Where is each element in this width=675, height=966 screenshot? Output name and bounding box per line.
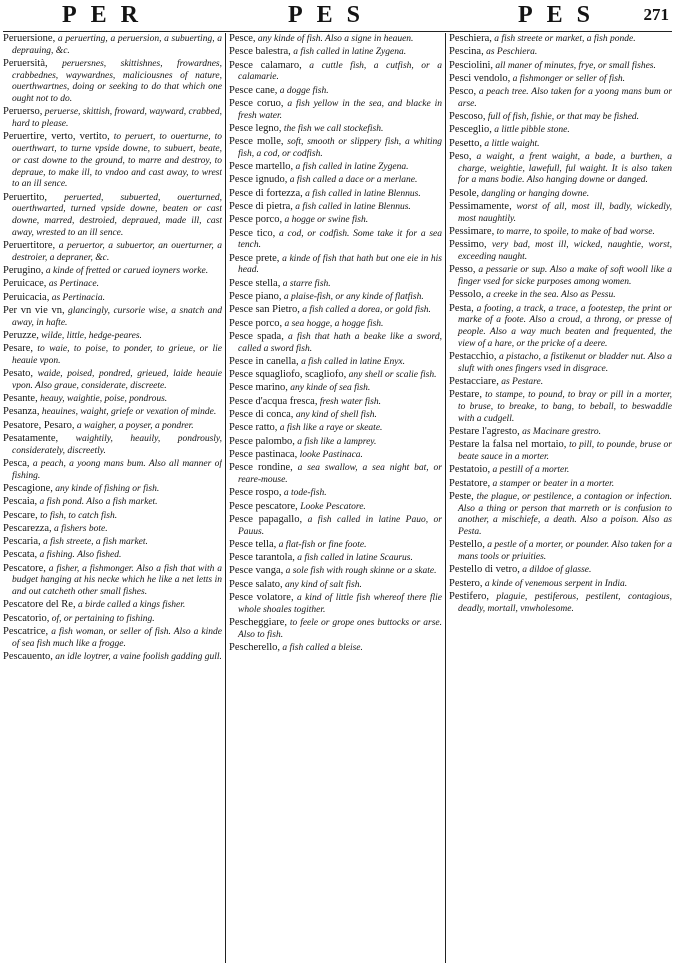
entry-headword: Peruicacia, [3,291,50,303]
dictionary-entry [229,201,442,214]
entry-headword: Pescina, [449,46,484,58]
entry-definition: to peruert, to ouerturne, to ouerthwart, to turne vpside downe, to subuert, beate, or cast downe to the ground, to marre and destroy, to depraue, to make ill, to vndoo and cast away, to wrest to an ill sence. [12,132,222,190]
entry-headword: Pesci vendolo, [449,72,511,84]
dictionary-entry [229,214,442,227]
entry-definition: a cuttle fish, a cutfish, or a calamarie. [238,60,442,83]
entry-headword: Peruertire, verto, vertito, [3,131,110,143]
dictionary-entry [229,449,442,462]
entry-headword: Pesce porco, [229,317,283,329]
entry-headword: Pessimamente, [449,201,512,213]
entry-definition: any shell or scalie fish. [348,370,437,381]
page-header [0,0,675,30]
entry-headword: Pestare, [449,389,482,401]
dictionary-entry [3,131,222,191]
dictionary-entry [449,389,672,425]
page-number: 271 [643,5,669,24]
entry-headword: Pesso, [449,264,476,276]
dictionary-entry [229,228,442,252]
entry-definition: a fish called a dorea, or gold fish. [302,305,431,316]
entry-headword: Pestacciare, [449,376,499,388]
entry-headword: Pesce calamaro, [229,59,302,71]
entry-definition: plaguie, pestiferous, pestilent, contagious, deadly, mortall, vnwholesome. [458,591,672,614]
entry-headword: Pescarezza, [3,522,52,534]
entry-headword: Pescheggiare, [229,617,288,629]
entry-definition: an idle loytrer, a vaine foolish gadding gull. [55,652,222,663]
dictionary-entry [229,161,442,174]
entry-definition: to pill, to pounde, bruse or beate sauce in a morter. [458,440,672,463]
entry-headword: Pesato, [3,368,34,380]
entry-headword: Pescatrice, [3,626,49,638]
entry-definition: wilde, little, hedge-peares. [41,330,142,341]
entry-headword: Pesce palombo, [229,435,295,447]
entry-headword: Peso, [449,151,472,163]
entry-headword: Pesceglio, [449,124,492,136]
entry-headword: Pescatore, [3,562,46,574]
entry-definition: waide, poised, pondred, grieued, laide heauie vpon. Also graue, considerate, discreete. [12,369,222,391]
dictionary-entry [449,539,672,563]
entry-definition: a fish called in latine Enyx. [301,356,406,367]
dictionary-entry [229,436,442,449]
column-divider [225,33,226,963]
entry-headword: Pesce porco, [229,214,283,226]
entry-headword: Pesce marino, [229,382,288,394]
entry-definition: a peruerting, a peruersion, a subuerting, a deprauing, &c. [12,34,222,56]
entry-definition: full of fish, fishie, or that may be fished. [487,112,640,123]
dictionary-entry [3,406,222,419]
entry-definition: heauy, waightie, poise, pondrous. [40,394,168,405]
entry-definition: a fish that hath a beake like a sword, called a sword fish. [238,331,442,354]
entry-headword: Pesare, [3,343,34,355]
entry-definition: any kind of shell fish. [295,410,377,421]
entry-headword: Pescauento, [3,651,53,663]
entry-headword: Pessolo, [449,289,484,301]
column-middle [229,33,442,963]
entry-definition: glancingly, cursorie wise, a snatch and away, in hafte. [12,305,222,328]
dictionary-entry [229,565,442,578]
entry-headword: Peste, [449,490,474,502]
entry-headword: Pesce papagallo, [229,513,303,525]
running-head-right: PES [518,2,605,28]
dictionary-entry [3,33,222,57]
column-right [449,33,672,963]
dictionary-entry [3,483,222,496]
dictionary-entry [229,409,442,422]
entry-headword: Peruzze, [3,329,39,341]
entry-definition: a peach tree. Also taken for a yoong mans bum or arse. [458,87,672,109]
entry-definition: a creeke in the sea. Also as Pessu. [486,290,616,301]
entry-headword: Pesce ignudo, [229,174,288,186]
entry-headword: Peschiera, [449,33,492,44]
header-rule [3,31,672,32]
entry-definition: a fish streete, a fish market. [42,537,148,548]
entry-definition: a footing, a track, a trace, a footestep, the print or marke of a foote. Also a croud, a throng, or presse of people. Also a way much beaten and frequented, the view of a hare, or the pricke of a deere. [458,303,672,349]
entry-definition: as Pertinacia. [51,292,106,303]
entry-headword: Pesce rospo, [229,487,282,499]
dictionary-entry [449,478,672,491]
entry-headword: Pessimare, [449,226,495,238]
dictionary-entry [229,291,442,304]
entry-headword: Pesce pastinaca, [229,448,298,460]
entry-definition: heauines, waight, griefe or vexation of minde. [41,407,217,418]
dictionary-entry [449,426,672,439]
entry-headword: Pesce piano, [229,290,282,302]
entry-headword: Pestare l'agresto, [449,426,520,438]
entry-definition: a fisher, a fishmonger. Also a fish that with a budget hanging at his necke which he like a net letts in and out catcheth other small fishes. [12,563,222,598]
dictionary-entry [229,85,442,98]
entry-definition: as Pertinace. [48,279,99,290]
entry-definition: a fish called in latine Blennus. [305,188,421,199]
entry-definition: a dogge fish. [279,85,329,96]
entry-definition: looke Pastinaca. [299,449,363,460]
entry-headword: Pesce molle, [229,136,284,148]
dictionary-entry [3,58,222,106]
entry-definition: a peruertor, a subuertor, an ouerturner, a destroier, a depraner, &c. [12,240,222,263]
entry-headword: Per vn vie vn, [3,304,65,316]
dictionary-entry [229,642,442,655]
entry-headword: Pesce tico, [229,227,276,239]
entry-headword: Pesce di pietra, [229,201,293,213]
dictionary-entry [229,60,442,84]
dictionary-entry [3,523,222,536]
entry-definition: to fish, to catch fish. [40,510,118,521]
entry-definition: peruerse, skittish, froward, wayward, crabbed, hard to please. [12,107,222,130]
dictionary-entry [3,292,222,305]
entry-definition: fresh water fish. [319,396,381,407]
entry-definition: a sea swallow, a sea night bat, or reare-mouse. [238,463,442,485]
dictionary-entry [229,278,442,291]
running-head-center: PES [288,2,375,28]
dictionary-entry [229,539,442,552]
entry-headword: Pescatorio, [3,612,50,624]
entry-headword: Pesce vanga, [229,565,284,577]
entry-headword: Pesce balestra, [229,46,291,58]
dictionary-entry [449,201,672,225]
dictionary-entry [229,318,442,331]
entry-headword: Pesciolini, [449,59,494,71]
dictionary-entry [3,626,222,650]
dictionary-entry [229,369,442,382]
dictionary-entry [229,33,442,46]
entry-definition: a fish streete or market, a fish ponde. [494,34,636,44]
entry-definition: a fish like a lamprey. [297,436,377,447]
dictionary-entry [229,422,442,435]
entry-definition: a peach, a yoong mans bum. Also all manner of fishing. [12,459,222,481]
dictionary-entry [229,487,442,500]
entry-definition: a cod, or codfish. Some take it for a sea tench. [238,228,442,251]
entry-headword: Pesce, [229,33,256,44]
entry-headword: Pesce spada, [229,330,284,342]
entry-definition: a pestle of a morter, or pounder. Also taken for a mans tools or priuities. [458,540,672,563]
dictionary-entry [229,579,442,592]
entry-headword: Pestifero, [449,590,489,602]
dictionary-entry [3,599,222,612]
dictionary-entry [449,46,672,59]
dictionary-entry [449,289,672,302]
entry-definition: a kinde of fretted or carued ioyners worke. [45,265,209,276]
dictionary-entry [229,331,442,355]
entry-headword: Pescaia, [3,496,38,508]
entry-definition: a kinde of fish that hath but one eie in his head. [238,253,442,276]
entry-headword: Pesce tella, [229,538,277,550]
dictionary-entry [3,330,222,343]
dictionary-entry [449,564,672,577]
entry-headword: Pesce stella, [229,277,281,289]
dictionary-entry [449,578,672,591]
column-left [3,33,222,963]
entry-definition: a fish called a bleise. [282,643,363,654]
dictionary-entry [3,343,222,367]
dictionary-entry [229,617,442,641]
entry-headword: Pesce coruo, [229,97,284,109]
entry-definition: a sea hogge, a hogge fish. [284,318,384,329]
entry-definition: all maner of minutes, frye, or small fishes. [495,60,656,71]
dictionary-entry [3,192,222,240]
dictionary-entry [229,123,442,136]
dictionary-entry [229,136,442,160]
dictionary-entry [449,188,672,201]
dictionary-entry [229,188,442,201]
dictionary-entry [449,60,672,73]
entry-definition: to feele or grope ones buttocks or arse. Also to fish. [238,618,442,640]
dictionary-entry [449,226,672,239]
dictionary-entry [229,462,442,486]
entry-definition: dangling or hanging downe. [481,188,590,199]
entry-headword: Pesce salato, [229,578,283,590]
entry-definition: a pistacho, a fistikenut or bladder nut. Also a sluft with ones fingers vsed in disgrace. [458,352,672,374]
dictionary-entry [449,351,672,375]
entry-headword: Pesce squagliofo, scagliofo, [229,369,347,381]
entry-headword: Pesatore, Pesaro, [3,419,75,431]
dictionary-entry [229,174,442,187]
dictionary-entry [229,592,442,616]
dictionary-columns [3,33,672,963]
entry-definition: a fishmonger or seller of fish. [512,73,626,84]
dictionary-entry [449,439,672,463]
dictionary-entry [3,420,222,433]
dictionary-entry [3,651,222,664]
dictionary-entry [3,305,222,329]
entry-headword: Peruertitore, [3,239,56,251]
entry-definition: a fish woman, or seller of fish. Also a kinde of sea fish much like a frogge. [12,627,222,649]
entry-headword: Pesce di conca, [229,409,294,421]
entry-definition: a little waight. [484,138,540,149]
entry-definition: very bad, most ill, wicked, naughtie, worst, exceeding naught. [458,240,672,263]
entry-definition: of, or pertaining to fishing. [51,613,155,624]
column-divider [445,33,446,963]
entry-headword: Pesce san Pietro, [229,304,300,316]
entry-definition: a fish pond. Also a fish market. [39,497,158,508]
entry-definition: a fish yellow in the sea, and blacke in fresh water. [238,98,442,121]
dictionary-entry [449,33,672,46]
entry-headword: Pesce martello, [229,161,294,173]
entry-definition: a fish like a raye or skeate. [279,423,383,434]
entry-headword: Pestello di vetro, [449,564,520,576]
entry-definition: any kind of salt fish. [285,579,362,590]
dictionary-entry [229,552,442,565]
entry-definition: a fish called in latine Zygena. [295,162,409,173]
entry-headword: Pescata, [3,549,38,561]
entry-headword: Pesce in canella, [229,355,299,367]
dictionary-entry [3,368,222,392]
entry-definition: a kinde of venemous serpent in India. [484,578,628,589]
dictionary-entry [229,46,442,59]
entry-headword: Pesco, [449,86,477,98]
entry-headword: Pesce legno, [229,122,282,134]
entry-definition: as Pestare. [501,377,544,388]
dictionary-entry [3,510,222,523]
dictionary-entry [449,376,672,389]
dictionary-entry [3,278,222,291]
entry-headword: Perugino, [3,264,44,276]
entry-headword: Pestare la falsa nel mortaio, [449,439,567,451]
dictionary-entry [449,124,672,137]
dictionary-entry [449,73,672,86]
entry-headword: Peruicace, [3,278,47,290]
dictionary-entry [449,491,672,539]
dictionary-entry [3,106,222,130]
entry-definition: a little pibble stone. [494,125,570,136]
entry-headword: Peruertito, [3,191,48,203]
dictionary-entry [3,433,222,457]
entry-headword: Pesce ratto, [229,422,278,434]
entry-definition: any kinde of fishing or fish. [55,484,160,494]
dictionary-entry [3,458,222,482]
entry-headword: Pesanza, [3,406,40,418]
entry-definition: a stamper or beater in a morter. [492,478,615,489]
dictionary-entry [449,239,672,263]
entry-headword: Pesetto, [449,137,482,149]
entry-definition: a fish called in latine Pauo, or Pauus. [238,514,442,537]
entry-definition: a tode-fish. [283,488,327,499]
entry-headword: Pescagione, [3,483,53,494]
entry-definition: a birde called a kings fisher. [77,600,186,611]
dictionary-entry [449,138,672,151]
dictionary-entry [449,151,672,187]
entry-definition: a pessarie or sup. Also a make of soft wooll like a finger vsed for sicke purposes among women. [458,265,672,288]
entry-definition: to marre, to spoile, to make of bad worse. [496,227,655,238]
entry-definition: a kind of little fish whereof there flie whole shoales togither. [238,593,442,615]
entry-definition: Looke Pescatore. [300,501,366,512]
entry-definition: a starre fish. [282,278,331,289]
entry-headword: Pescherello, [229,642,281,654]
entry-headword: Pesce d'acqua fresca, [229,395,318,407]
entry-definition: worst of all, most ill, badly, wickedly, most naughtily. [458,202,672,224]
entry-headword: Pesole, [449,187,480,199]
entry-headword: Pesca, [3,458,30,469]
entry-headword: Pesta, [449,302,474,314]
dictionary-entry [229,98,442,122]
entry-definition: a sole fish with rough skinne or a skate. [285,566,437,577]
entry-definition: to waie, to poise, to ponder, to grieue, or lie heauie vpon. [12,344,222,366]
entry-headword: Pestatore, [449,477,491,489]
entry-definition: the plague, or pestilence, a contagion or infection. Also a thing or person that marreth or is confusion to another, a mischiefe, a death. Also a poison. Also as Pesta. [458,491,672,538]
dictionary-entry [449,591,672,615]
entry-definition: a fish called a dace or a merlane. [289,175,418,186]
dictionary-entry [229,396,442,409]
dictionary-entry [229,253,442,277]
entry-definition: any kinde of fish. Also a signe in heauen. [257,34,414,44]
dictionary-entry [3,240,222,264]
dictionary-entry [449,264,672,288]
entry-headword: Pescaria, [3,536,41,548]
entry-definition: to stampe, to pound, to bray or pill in a morter, to bruse, to breake, to bang, to beball, to beswaddle with a cudgell. [458,390,672,424]
dictionary-entry [229,501,442,514]
entry-headword: Pescatore del Re, [3,599,76,611]
dictionary-entry [3,265,222,278]
dictionary-entry [449,303,672,351]
dictionary-entry [229,304,442,317]
entry-headword: Pescare, [3,509,38,521]
entry-headword: Pestatoio, [449,464,491,476]
entry-headword: Pesce rondine, [229,462,293,474]
dictionary-entry [229,514,442,538]
entry-headword: Peruersità, [3,58,48,69]
entry-definition: a waight, a frent waight, a bade, a burthen, a charge, weightie, lawefull, ful waight. It is also taken for a mans bodie. Also hanging downe or danged. [458,152,672,186]
entry-definition: a plaise-fish, or any kinde of flatfish. [283,291,424,302]
entry-definition: a fish called in latine Zygena. [293,47,407,58]
entry-definition: as Peschiera. [486,47,538,58]
entry-definition: a pestill of a morter. [492,465,570,476]
entry-headword: Pesatamente, [3,433,59,444]
entry-headword: Peruerso, [3,106,43,118]
entry-headword: Pesante, [3,393,38,405]
entry-headword: Pessimo, [449,239,487,251]
entry-headword: Pestacchio, [449,351,497,363]
dictionary-entry [449,86,672,110]
entry-definition: a flat-fish or fine foote. [278,539,367,550]
entry-definition: a fish called in latine Scaurus. [297,553,413,564]
entry-headword: Peruersione, [3,33,56,44]
entry-definition: waightily, heauily, pondrously, considerately, discreetly. [12,434,222,456]
entry-headword: Pesce cane, [229,84,278,96]
entry-definition: any kinde of sea fish. [290,383,371,394]
dictionary-entry [3,536,222,549]
dictionary-entry [449,111,672,124]
entry-definition: peruersnes, skittishnes, frowardnes, crabbednes, waywardnes, maliciousnes of nature, ouerthwartnes, doing or seeking to do that which one ought not to do. [12,59,222,105]
dictionary-entry [3,496,222,509]
entry-definition: soft, smooth or slippery fish, a whiting fish, a cod, or codfish. [238,137,442,159]
entry-definition: the fish we call stockefish. [283,123,384,134]
entry-definition: as Macinare grestro. [522,427,601,438]
entry-definition: a fish called in latine Blennus. [295,202,411,213]
entry-definition: a waigher, a poyser, a pondrer. [76,420,194,431]
running-head-left: PER [62,2,152,28]
entry-headword: Pestero, [449,577,483,589]
dictionary-entry [449,464,672,477]
entry-headword: Pescoso, [449,111,486,123]
entry-headword: Pestello, [449,539,485,551]
dictionary-entry [229,356,442,369]
dictionary-entry [229,382,442,395]
entry-definition: a fishing. Also fished. [39,550,122,561]
entry-definition: a fishers bote. [54,523,108,534]
entry-definition: a hogge or swine fish. [284,215,369,226]
entry-headword: Pesce volatore, [229,592,294,604]
entry-headword: Pesce di fortezza, [229,187,303,199]
entry-definition: peruerted, subuerted, ouerturned, ouerthwarted, turned vpside downe, beaten or cast downe, marred, destroied, depraued, made ill, cast away, wrested to an ill sence. [12,192,222,238]
dictionary-entry [3,563,222,599]
entry-definition: a dildoe of glasse. [522,565,592,576]
entry-headword: Pesce prete, [229,252,280,264]
dictionary-entry [3,549,222,562]
entry-headword: Pesce tarantola, [229,552,295,564]
dictionary-entry [3,613,222,626]
entry-headword: Pesce pescatore, [229,500,298,512]
dictionary-entry [3,393,222,406]
